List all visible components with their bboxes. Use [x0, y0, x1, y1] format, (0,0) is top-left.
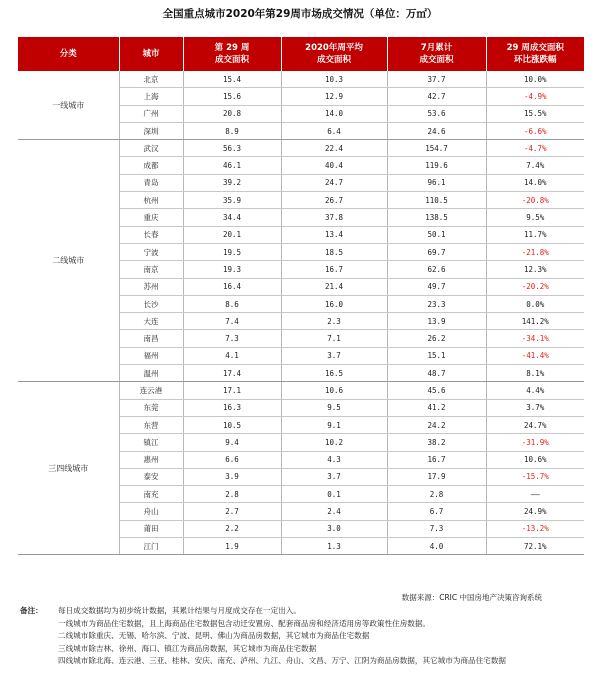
weekly-average-cell: 16.5	[281, 365, 387, 382]
city-cell: 重庆	[119, 209, 183, 226]
weekly-average-cell: 4.3	[281, 451, 387, 468]
week-change-cell: -20.8%	[486, 192, 584, 209]
week-area-cell: 6.6	[183, 451, 281, 468]
weekly-average-cell: 21.4	[281, 278, 387, 295]
note-line: 三线城市除吉林、徐州、海口、镇江为商品房数据，其它城市为商品住宅数据	[58, 643, 317, 653]
city-cell: 上海	[119, 88, 183, 105]
july-cumulative-cell: 69.7	[387, 243, 486, 260]
header-july-cumulative: 7月累计 成交面积	[387, 37, 486, 71]
week-area-cell: 7.4	[183, 313, 281, 330]
july-cumulative-cell: 110.5	[387, 192, 486, 209]
week-area-cell: 2.2	[183, 520, 281, 537]
weekly-average-cell: 2.3	[281, 313, 387, 330]
weekly-average-cell: 10.3	[281, 71, 387, 88]
table-row	[18, 140, 584, 157]
week-change-cell: -6.6%	[486, 122, 584, 139]
weekly-average-cell: 2.4	[281, 503, 387, 520]
note-line: 每日成交数据均为初步统计数据，其累计结果与月度成交存在一定出入。	[58, 606, 301, 615]
city-cell: 江门	[119, 538, 183, 555]
week-area-cell: 8.6	[183, 295, 281, 312]
week-area-cell: 19.3	[183, 261, 281, 278]
week-area-cell: 9.4	[183, 434, 281, 451]
header-week-change: 29 周成交面积 环比涨跌幅	[486, 37, 584, 71]
july-cumulative-cell: 154.7	[387, 140, 486, 157]
week-change-cell: -31.9%	[486, 434, 584, 451]
july-cumulative-cell: 6.7	[387, 503, 486, 520]
notes-block	[58, 605, 588, 668]
july-cumulative-cell: 16.7	[387, 451, 486, 468]
week-change-cell: 10.0%	[486, 71, 584, 88]
weekly-average-cell: 18.5	[281, 243, 387, 260]
weekly-average-cell: 16.7	[281, 261, 387, 278]
week-area-cell: 56.3	[183, 140, 281, 157]
city-cell: 舟山	[119, 503, 183, 520]
weekly-average-cell: 26.7	[281, 192, 387, 209]
weekly-average-cell: 14.0	[281, 105, 387, 122]
july-cumulative-cell: 119.6	[387, 157, 486, 174]
july-cumulative-cell: 45.6	[387, 382, 486, 399]
weekly-average-cell: 16.0	[281, 295, 387, 312]
week-area-cell: 4.1	[183, 347, 281, 364]
week-change-cell: 10.6%	[486, 451, 584, 468]
week-change-cell: 24.7%	[486, 416, 584, 433]
week-area-cell: 19.5	[183, 243, 281, 260]
week-area-cell: 2.8	[183, 486, 281, 503]
weekly-average-cell: 1.3	[281, 538, 387, 555]
july-cumulative-cell: 37.7	[387, 71, 486, 88]
week-area-cell: 7.3	[183, 330, 281, 347]
july-cumulative-cell: 15.1	[387, 347, 486, 364]
july-cumulative-cell: 2.8	[387, 486, 486, 503]
city-cell: 长春	[119, 226, 183, 243]
july-cumulative-cell: 48.7	[387, 365, 486, 382]
july-cumulative-cell: 4.0	[387, 538, 486, 555]
header-category: 分类	[18, 37, 119, 71]
week-change-cell: -20.2%	[486, 278, 584, 295]
data-source: 数据来源：CRIC 中国房地产决策咨询系统	[401, 593, 542, 602]
report-title: 全国重点城市2020年第29周市场成交情况（单位：万㎡）	[162, 8, 438, 20]
week-area-cell: 15.6	[183, 88, 281, 105]
july-cumulative-cell: 13.9	[387, 313, 486, 330]
header-city: 城市	[119, 37, 183, 71]
week-area-cell: 17.4	[183, 365, 281, 382]
july-cumulative-cell: 49.7	[387, 278, 486, 295]
city-cell: 青岛	[119, 174, 183, 191]
july-cumulative-cell: 96.1	[387, 174, 486, 191]
category-cell: 三四线城市	[18, 382, 119, 555]
week-change-cell: -34.1%	[486, 330, 584, 347]
week-area-cell: 1.9	[183, 538, 281, 555]
note-line: 四线城市除北海、连云港、三亚、桂林、安庆、南充、泸州、九江、舟山、文昌、万宁、江阴为商品房数据，其它城市为商品住宅数据	[58, 656, 507, 666]
week-area-cell: 15.4	[183, 71, 281, 88]
week-area-cell: 16.4	[183, 278, 281, 295]
city-cell: 广州	[119, 105, 183, 122]
week-change-cell: 8.1%	[486, 365, 584, 382]
week-area-cell: 39.2	[183, 174, 281, 191]
week-area-cell: 3.9	[183, 468, 281, 485]
city-cell: 深圳	[119, 122, 183, 139]
week-change-cell: 7.4%	[486, 157, 584, 174]
week-change-cell: ——	[486, 486, 584, 503]
week-area-cell: 20.8	[183, 105, 281, 122]
city-cell: 大连	[119, 313, 183, 330]
city-cell: 南昌	[119, 330, 183, 347]
weekly-average-cell: 3.7	[281, 468, 387, 485]
week-area-cell: 8.9	[183, 122, 281, 139]
weekly-average-cell: 40.4	[281, 157, 387, 174]
week-area-cell: 2.7	[183, 503, 281, 520]
city-cell: 南京	[119, 261, 183, 278]
note-line: 一线城市为商品住宅数据，且上海商品住宅数据包含动迁安置房、配套商品房和经济适用房等政策性住房数据。	[58, 618, 431, 628]
week-change-cell: -4.9%	[486, 88, 584, 105]
note-line: 二线城市除重庆、无锡、哈尔滨、宁波、昆明、佛山为商品房数据，其它城市为商品住宅数据	[58, 631, 370, 641]
table-row	[18, 71, 584, 88]
city-cell: 苏州	[119, 278, 183, 295]
week-area-cell: 20.1	[183, 226, 281, 243]
week-area-cell: 10.5	[183, 416, 281, 433]
july-cumulative-cell: 53.6	[387, 105, 486, 122]
july-cumulative-cell: 42.7	[387, 88, 486, 105]
july-cumulative-cell: 24.2	[387, 416, 486, 433]
week-change-cell: -4.7%	[486, 140, 584, 157]
week-change-cell: -21.8%	[486, 243, 584, 260]
city-cell: 镇江	[119, 434, 183, 451]
week-area-cell: 16.3	[183, 399, 281, 416]
city-cell: 东莞	[119, 399, 183, 416]
weekly-average-cell: 3.0	[281, 520, 387, 537]
category-cell: 一线城市	[18, 71, 119, 140]
week-area-cell: 46.1	[183, 157, 281, 174]
weekly-average-cell: 22.4	[281, 140, 387, 157]
july-cumulative-cell: 26.2	[387, 330, 486, 347]
july-cumulative-cell: 23.3	[387, 295, 486, 312]
city-cell: 南充	[119, 486, 183, 503]
city-cell: 惠州	[119, 451, 183, 468]
city-cell: 温州	[119, 365, 183, 382]
july-cumulative-cell: 7.3	[387, 520, 486, 537]
week-area-cell: 35.9	[183, 192, 281, 209]
weekly-average-cell: 12.9	[281, 88, 387, 105]
category-cell: 二线城市	[18, 140, 119, 382]
week-change-cell: 9.5%	[486, 209, 584, 226]
table-row	[18, 382, 584, 399]
july-cumulative-cell: 138.5	[387, 209, 486, 226]
week-change-cell: 4.4%	[486, 382, 584, 399]
week-change-cell: 14.0%	[486, 174, 584, 191]
july-cumulative-cell: 62.6	[387, 261, 486, 278]
table-body	[18, 71, 584, 555]
header-weekly-average: 2020年周平均 成交面积	[281, 37, 387, 71]
week-area-cell: 17.1	[183, 382, 281, 399]
week-change-cell: 0.0%	[486, 295, 584, 312]
weekly-average-cell: 3.7	[281, 347, 387, 364]
city-cell: 宁波	[119, 243, 183, 260]
weekly-average-cell: 24.7	[281, 174, 387, 191]
july-cumulative-cell: 17.9	[387, 468, 486, 485]
market-table	[18, 37, 584, 555]
weekly-average-cell: 10.2	[281, 434, 387, 451]
city-cell: 北京	[119, 71, 183, 88]
week-change-cell: 12.3%	[486, 261, 584, 278]
city-cell: 长沙	[119, 295, 183, 312]
weekly-average-cell: 7.1	[281, 330, 387, 347]
city-cell: 莆田	[119, 520, 183, 537]
city-cell: 连云港	[119, 382, 183, 399]
notes-label: 备注：	[20, 606, 43, 615]
city-cell: 成都	[119, 157, 183, 174]
week-change-cell: 15.5%	[486, 105, 584, 122]
july-cumulative-cell: 38.2	[387, 434, 486, 451]
july-cumulative-cell: 50.1	[387, 226, 486, 243]
week-change-cell: -41.4%	[486, 347, 584, 364]
week-change-cell: 3.7%	[486, 399, 584, 416]
city-cell: 泰安	[119, 468, 183, 485]
weekly-average-cell: 9.1	[281, 416, 387, 433]
table-header-row	[18, 37, 584, 71]
week-change-cell: 24.9%	[486, 503, 584, 520]
week-change-cell: -15.7%	[486, 468, 584, 485]
weekly-average-cell: 0.1	[281, 486, 387, 503]
weekly-average-cell: 37.8	[281, 209, 387, 226]
week-change-cell: -13.2%	[486, 520, 584, 537]
city-cell: 武汉	[119, 140, 183, 157]
city-cell: 东营	[119, 416, 183, 433]
weekly-average-cell: 9.5	[281, 399, 387, 416]
city-cell: 杭州	[119, 192, 183, 209]
weekly-average-cell: 6.4	[281, 122, 387, 139]
header-week-area: 第 29 周 成交面积	[183, 37, 281, 71]
week-change-cell: 72.1%	[486, 538, 584, 555]
week-change-cell: 141.2%	[486, 313, 584, 330]
july-cumulative-cell: 41.2	[387, 399, 486, 416]
weekly-average-cell: 13.4	[281, 226, 387, 243]
weekly-average-cell: 10.6	[281, 382, 387, 399]
week-area-cell: 34.4	[183, 209, 281, 226]
city-cell: 福州	[119, 347, 183, 364]
week-change-cell: 11.7%	[486, 226, 584, 243]
july-cumulative-cell: 24.6	[387, 122, 486, 139]
